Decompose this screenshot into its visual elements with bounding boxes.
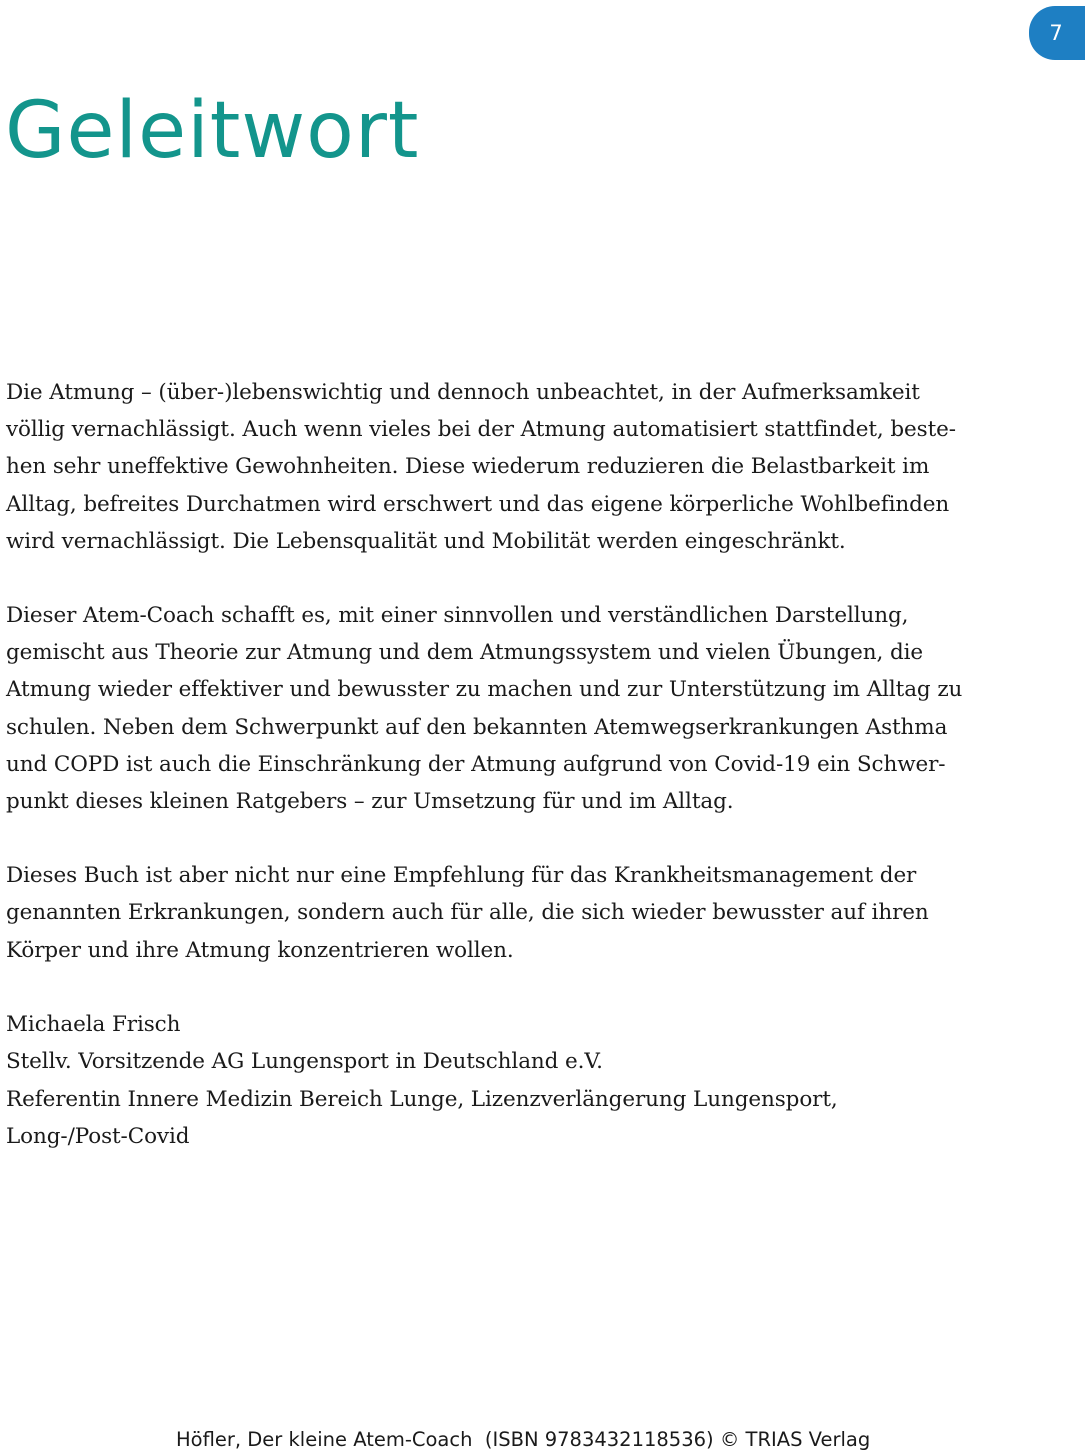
text-line: Dieses Buch ist aber nicht nur eine Empfehlung für das Krankheitsmanagement der — [6, 863, 917, 889]
text-line: völlig vernachlässigt. Auch wenn vieles bei der Atmung automatisiert stattfindet, beste- — [6, 417, 956, 443]
text-line: genannten Erkrankungen, sondern auch für alle, die sich wieder bewusster auf ihren — [6, 900, 929, 926]
signature-line: Stellv. Vorsitzende AG Lungensport in Deutschland e.V. — [6, 1049, 603, 1075]
signature-line: Long-/Post-Covid — [6, 1124, 190, 1150]
page-title: Geleitwort — [5, 86, 420, 176]
text-line: hen sehr uneffektive Gewohnheiten. Diese wiederum reduzieren die Belastbarkeit im — [6, 454, 930, 480]
paragraph-3 — [6, 857, 1016, 969]
text-line: Körper und ihre Atmung konzentrieren wollen. — [6, 937, 514, 963]
text-line: und COPD ist auch die Einschränkung der Atmung aufgrund von Covid-19 ein Schwer- — [6, 751, 946, 777]
signature-line: Referentin Innere Medizin Bereich Lunge, Lizenzverlängerung Lungensport, — [6, 1086, 838, 1112]
footer-copyright: Höfler, Der kleine Atem-Coach (ISBN 9783432118536) © TRIAS Verlag — [176, 1428, 871, 1451]
paragraph-2 — [6, 597, 1016, 820]
text-line: punkt dieses kleinen Ratgebers – zur Umsetzung für und im Alltag. — [6, 789, 734, 815]
page-number-badge — [1029, 6, 1085, 60]
text-line: wird vernachlässigt. Die Lebensqualität und Mobilität werden eingeschränkt. — [6, 528, 846, 554]
text-line: Atmung wieder effektiver und bewusster zu machen und zur Unterstützung im Alltag zu — [6, 677, 963, 703]
paragraph-1 — [6, 374, 1016, 560]
text-line: Die Atmung – (über-)lebenswichtig und dennoch unbeachtet, in der Aufmerksamkeit — [6, 380, 920, 405]
page-number: 7 — [1049, 21, 1063, 45]
signature-name: Michaela Frisch — [6, 1011, 181, 1037]
text-line: Dieser Atem-Coach schafft es, mit einer sinnvollen und verständlichen Darstellung, — [6, 603, 909, 629]
body-text — [6, 374, 1016, 1155]
text-line: gemischt aus Theorie zur Atmung und dem Atmungssystem und vielen Übungen, die — [6, 640, 924, 666]
text-line: Alltag, befreites Durchatmen wird erschwert und das eigene körperliche Wohlbefinden — [6, 491, 950, 517]
signature-block — [6, 1006, 1016, 1156]
text-line: schulen. Neben dem Schwerpunkt auf den bekannten Atemwegserkrankungen Asthma — [6, 714, 948, 740]
